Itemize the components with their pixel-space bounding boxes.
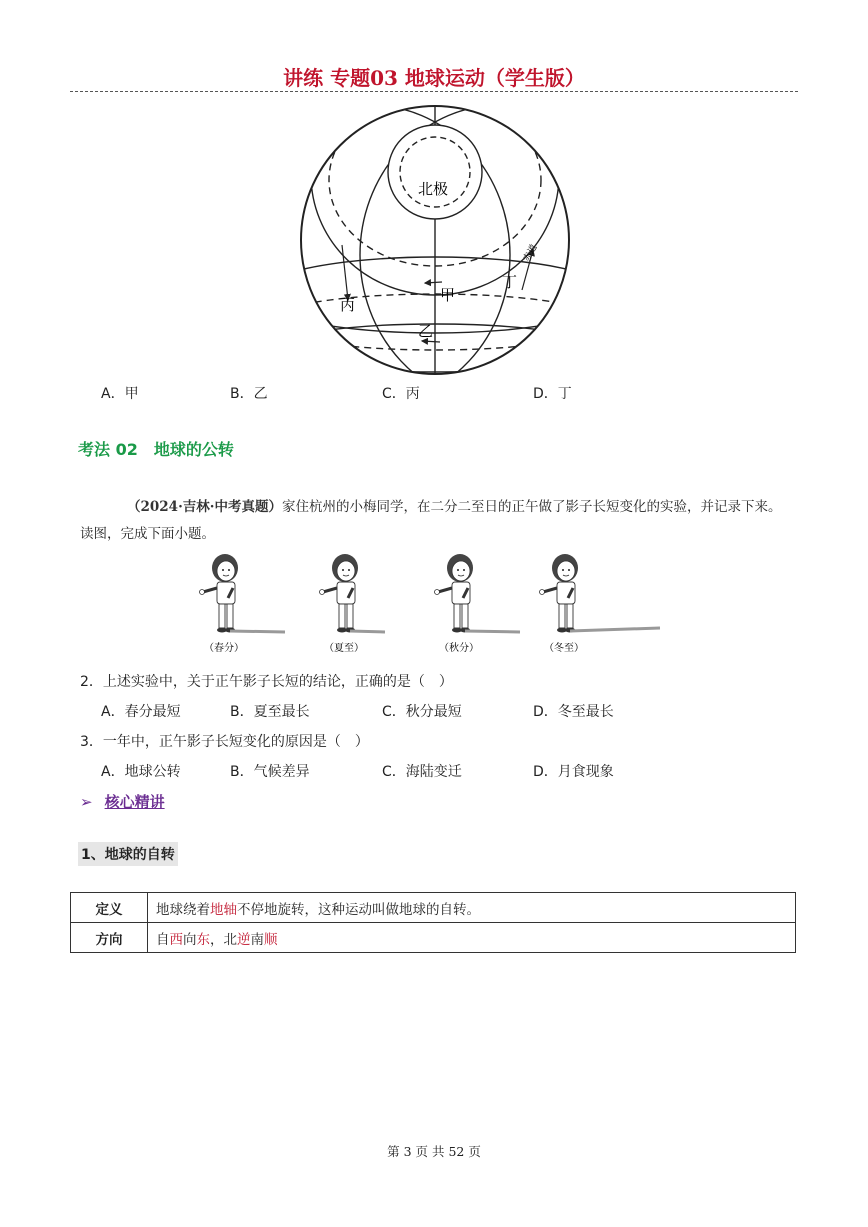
question-intro	[80, 494, 792, 548]
table-row	[71, 893, 796, 923]
question-text: 家住杭州的小梅同学，在二分二至日的正午做了影子长短变化的实验，并记录下来。读图，完成下面小题。	[80, 499, 782, 542]
point-bing: 丙	[340, 296, 356, 314]
core-heading-text: 核心精讲	[104, 793, 165, 811]
q3-option-c: C．海陆变迁	[382, 764, 462, 780]
q3-option-b: B．气候差异	[230, 764, 310, 780]
q2-option-a: A．春分最短	[101, 704, 181, 720]
question-2: 2．上述实验中，关于正午影子长短的结论，正确的是（ ）	[80, 674, 453, 690]
q2-option-c: C．秋分最短	[382, 704, 462, 720]
caption-winter-solstice: （冬至）	[544, 643, 584, 654]
definition-key: 定义	[71, 893, 148, 923]
header-divider	[70, 91, 798, 92]
q1-option-c: C．丙	[382, 386, 420, 402]
north-pole-label: 北极	[418, 181, 449, 198]
direction-value: 自西向东，北逆南顺	[148, 923, 796, 953]
q3-option-d: D．月食现象	[533, 764, 614, 780]
table-row	[71, 923, 796, 953]
page-footer: 第 3 页 共 52 页	[387, 1144, 481, 1159]
equator-label: 赤道	[521, 242, 540, 264]
subsection-heading: 1、地球的自转	[78, 842, 178, 866]
point-ding: 丁	[502, 273, 518, 291]
definition-value: 地球绕着地轴不停地旋转，这种运动叫做地球的自转。	[148, 893, 796, 923]
arrow-icon: ➢	[80, 793, 93, 811]
shadow-figures	[180, 550, 680, 660]
q1-option-a: A．甲	[101, 386, 139, 402]
globe-diagram	[290, 100, 580, 380]
rotation-table	[70, 892, 796, 953]
core-heading	[80, 791, 165, 812]
page-title: 讲练 专题03 地球运动（学生版）	[283, 66, 585, 90]
q3-option-a: A．地球公转	[101, 764, 181, 780]
q2-option-d: D．冬至最长	[533, 704, 614, 720]
caption-summer-solstice: （夏至）	[324, 643, 364, 654]
point-yi: 乙	[418, 322, 434, 340]
q2-option-b: B．夏至最长	[230, 704, 310, 720]
caption-autumn-equinox: （秋分）	[439, 643, 479, 654]
point-jia: 甲	[440, 286, 456, 304]
section-heading: 考法 02 地球的公转	[78, 440, 234, 459]
caption-spring-equinox: （春分）	[204, 643, 244, 654]
q1-option-d: D．丁	[533, 386, 572, 402]
q1-option-b: B．乙	[230, 386, 268, 402]
question-source: （2024·吉林·中考真题）	[127, 499, 282, 515]
direction-key: 方向	[71, 923, 148, 953]
question-3: 3．一年中，正午影子长短变化的原因是（ ）	[80, 734, 369, 750]
